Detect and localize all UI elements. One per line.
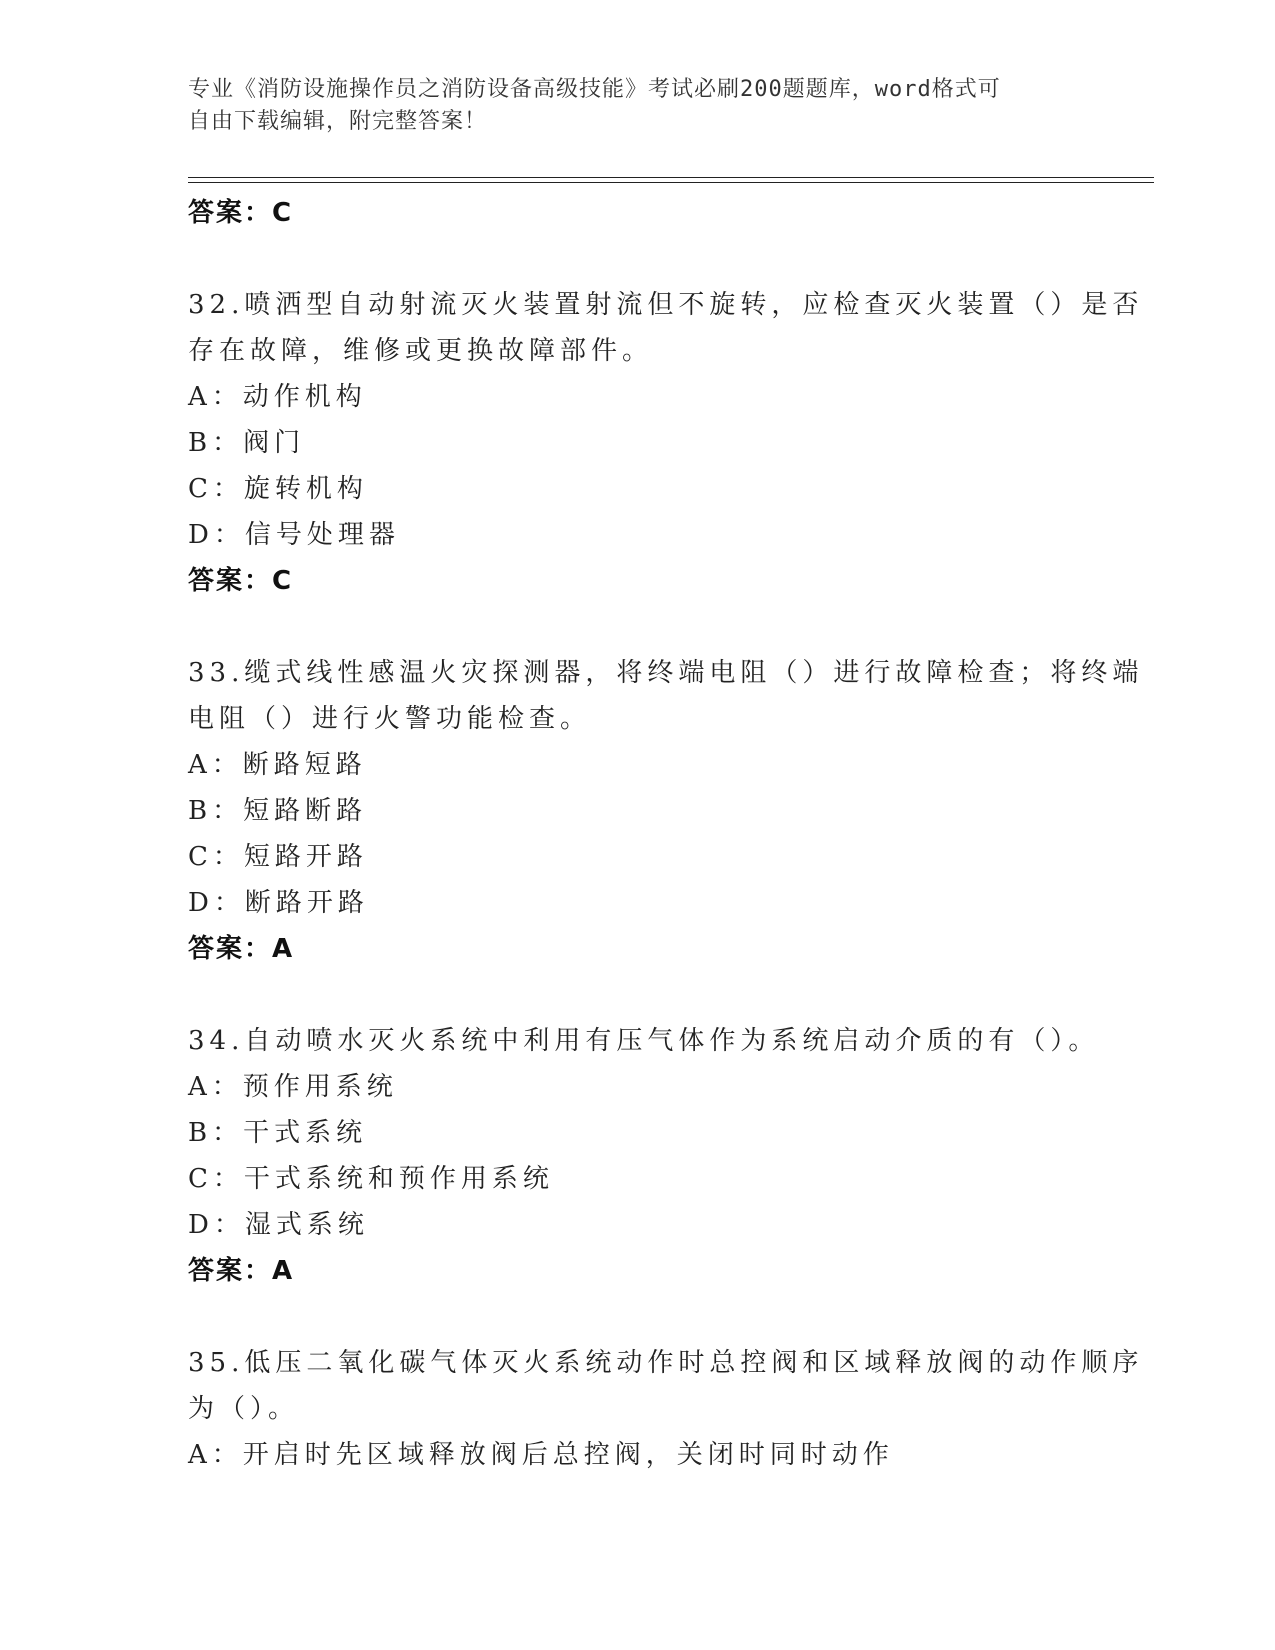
option-c: C：干式系统和预作用系统 [188,1164,554,1194]
option-d: D：信号处理器 [188,520,400,550]
option-b: B：干式系统 [188,1118,368,1148]
question-text: 32.喷洒型自动射流灭火装置射流但不旋转，应检查灭火装置（）是否 [188,290,1144,320]
option-c: C：短路开路 [188,842,368,872]
answer: 答案：A [188,1256,295,1286]
question-33 [188,650,1144,972]
question-list [188,190,1144,1478]
option-a: A：预作用系统 [188,1072,398,1102]
previous-answer: 答案：C [188,198,294,228]
question-text: 为（）。 [188,1394,300,1424]
header-divider-bottom [188,182,1154,183]
answer: 答案：C [188,566,294,596]
option-d: D：断路开路 [188,888,369,918]
question-35 [188,1340,1144,1478]
option-a: A：开启时先区域释放阀后总控阀，关闭时同时动作 [188,1440,894,1470]
question-text: 33.缆式线性感温火灾探测器，将终端电阻（）进行故障检查；将终端 [188,658,1144,688]
header-line-1: 专业《消防设施操作员之消防设备高级技能》考试必刷200题题库，word格式可 [188,77,1001,102]
question-34 [188,1018,1100,1294]
header-divider-top [188,177,1154,178]
header-line-2: 自由下载编辑，附完整答案！ [188,109,488,134]
option-b: B：阀门 [188,428,306,458]
answer: 答案：A [188,934,295,964]
option-a: A：断路短路 [188,750,367,780]
question-text: 35.低压二氧化碳气体灭火系统动作时总控阀和区域释放阀的动作顺序 [188,1348,1144,1378]
document-header [188,74,1068,138]
question-text: 存在故障，维修或更换故障部件。 [188,336,654,366]
question-32 [188,282,1144,604]
question-text: 34.自动喷水灭火系统中利用有压气体作为系统启动介质的有（）。 [188,1026,1100,1056]
option-a: A：动作机构 [188,382,367,412]
option-b: B：短路断路 [188,796,368,826]
option-d: D：湿式系统 [188,1210,369,1240]
question-text: 电阻（）进行火警功能检查。 [188,704,592,734]
option-c: C：旋转机构 [188,474,368,504]
